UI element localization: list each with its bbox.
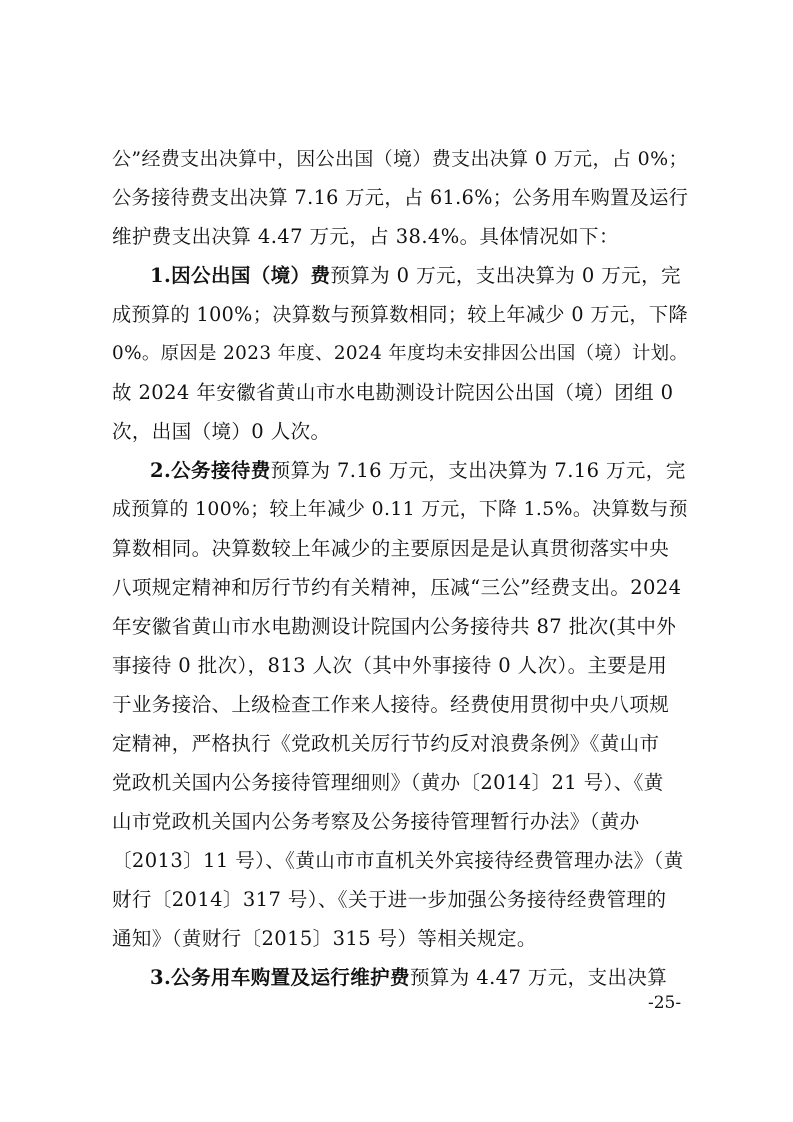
line-text: 山市党政机关国内公务考察及公务接待管理暂行办法》（黄办 [112,810,640,833]
paragraph-line [112,654,667,678]
paragraph-line [112,732,659,756]
line-text: 公”经费支出决算中，因公出国（境）费支出决算 0 万元，占 0%； [112,148,688,170]
section-heading-line [150,459,686,483]
paragraph-line [112,771,664,795]
section-heading-line [150,264,681,288]
line-text: 事接待 0 批次），813 人次（其中外事接待 0 人次）。主要是用 [112,654,668,677]
line-text: 次，出国（境）0 人次。 [112,420,331,443]
line-text: 公务接待费支出决算 7.16 万元，占 61.6%；公务用车购置及运行 [112,186,689,209]
line-text: 预算为 7.16 万元，支出决算为 7.16 万元，完 [270,459,686,482]
line-text: 成预算的 100%；决算数与预算数相同；较上年减少 0 万元，下降 [112,303,688,326]
paragraph-line [112,342,688,366]
paragraph-line [112,498,688,522]
line-text: 通知》（黄财行〔2015〕315 号）等相关规定。 [112,927,537,950]
paragraph-line [112,849,684,873]
paragraph-line [112,225,619,249]
paragraph-line [112,810,640,834]
line-text: 算数相同。决算数较上年减少的主要原因是是认真贯彻落实中央 [112,537,670,560]
paragraph-line [112,147,688,171]
line-text: 定精神，严格执行《党政机关厉行节约反对浪费条例》《黄山市 [112,732,660,755]
section-heading: 3.公务用车购置及运行维护费 [150,966,410,989]
paragraph-line [112,888,666,912]
line-text: 0%。原因是 2023 年度、2024 年度均未安排因公出国（境）计划。 [112,343,689,364]
section-heading: 2.公务接待费 [150,459,271,482]
line-text: 成预算的 100%；较上年减少 0.11 万元，下降 1.5%。决算数与预 [112,499,688,520]
page-number: -25- [648,993,682,1013]
section-heading: 1.因公出国（境）费 [150,264,331,287]
paragraph-line [112,537,669,561]
section-heading-line [150,966,667,990]
paragraph-line [112,693,669,717]
paragraph-line [112,615,676,639]
line-text: 于业务接洽、上级检查工作来人接待。经费使用贯彻中央八项规 [112,693,670,716]
line-text: 党政机关国内公务接待管理细则》（黄办〔2014〕21 号）、《黄 [112,771,664,794]
line-text: 〔2013〕11 号）、《黄山市市直机关外宾接待经费管理办法》（黄 [112,849,684,872]
line-text: 年安徽省黄山市水电勘测设计院国内公务接待共 87 批次(其中外 [112,615,677,638]
line-text: 八项规定精神和厉行节约有关精神，压减“三公”经费支出。2024 [112,576,682,599]
line-text: 财行〔2014〕317 号）、《关于进一步加强公务接待经费管理的 [112,888,667,911]
paragraph-line [112,303,688,327]
paragraph-line [112,420,330,444]
line-text: 预算为 4.47 万元，支出决算 [409,966,668,989]
paragraph-line [112,576,681,600]
line-text: 维护费支出决算 4.47 万元，占 38.4%。具体情况如下： [112,225,619,248]
paragraph-line [112,186,688,210]
line-text: 故 2024 年安徽省黄山市水电勘测设计院因公出国（境）团组 0 [112,381,674,404]
line-text: 预算为 0 万元，支出决算为 0 万元，完 [330,264,681,287]
paragraph-line [112,381,673,405]
paragraph-line [112,927,537,951]
